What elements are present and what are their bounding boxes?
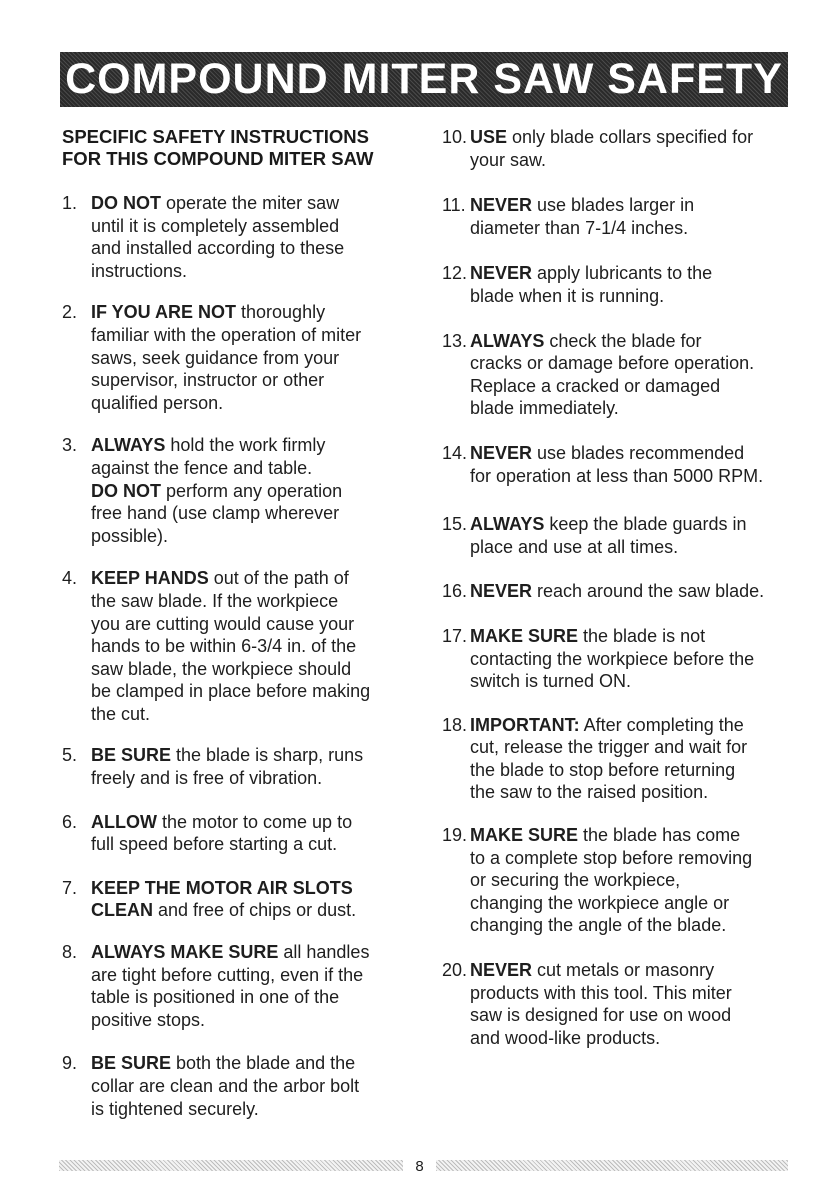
item-line	[91, 877, 410, 900]
item-line	[470, 442, 792, 465]
item-line	[91, 347, 410, 370]
item-number: 16.	[442, 581, 468, 602]
page-number: 8	[415, 1158, 424, 1175]
item-line	[470, 824, 792, 847]
item-line	[91, 301, 410, 324]
safety-item	[62, 434, 410, 547]
body-text: are tight before cutting, even if the	[91, 964, 364, 985]
item-line	[91, 1009, 410, 1032]
item-line	[470, 375, 792, 398]
item-number: 1.	[62, 193, 78, 213]
body-text: free hand (use clamp wherever	[91, 503, 340, 524]
item-text	[91, 567, 410, 725]
body-text: positive stops.	[91, 1009, 206, 1030]
body-text: the saw blade. If the workpiece	[91, 590, 339, 611]
body-text: out of the path of	[208, 568, 349, 589]
item-number: 18.	[442, 714, 468, 735]
item-line	[91, 369, 410, 392]
section-heading-line-1: SPECIFIC SAFETY INSTRUCTIONS	[62, 126, 369, 147]
body-text: the blade to stop before returning	[470, 759, 736, 780]
body-text: against the fence and table.	[91, 457, 313, 478]
body-text: table is positioned in one of the	[91, 987, 340, 1008]
safety-item	[442, 824, 792, 937]
body-text: reach around the saw blade.	[532, 581, 765, 602]
body-text: blade when it is running.	[470, 285, 665, 306]
safety-item	[62, 1052, 410, 1120]
item-text	[91, 811, 410, 856]
item-line	[470, 352, 792, 375]
safety-item	[442, 513, 792, 558]
item-line	[470, 1004, 792, 1027]
item-line	[470, 1027, 792, 1050]
item-line	[91, 192, 410, 215]
emphasis-text: ALWAYS	[470, 514, 545, 535]
safety-item	[62, 567, 410, 725]
item-line	[91, 703, 410, 726]
emphasis-text: MAKE SURE	[470, 625, 579, 646]
emphasis-text: IMPORTANT:	[470, 714, 580, 735]
item-line	[470, 869, 792, 892]
emphasis-text: ALWAYS	[470, 330, 545, 351]
body-text: to a complete stop before removing	[470, 847, 753, 868]
emphasis-text: NEVER	[470, 195, 533, 216]
body-text: use blades recommended	[532, 442, 745, 463]
item-line	[470, 262, 792, 285]
item-line	[470, 194, 792, 217]
body-text: cracks or damage before operation.	[470, 353, 755, 374]
item-line	[91, 1052, 410, 1075]
item-line	[470, 397, 792, 420]
body-text: contacting the workpiece before the	[470, 648, 755, 669]
item-line	[91, 964, 410, 987]
body-text: collar are clean and the arbor bolt	[91, 1076, 360, 1096]
item-line	[470, 625, 792, 648]
item-line	[91, 767, 410, 790]
body-text: operate the miter saw	[161, 193, 340, 213]
item-line	[91, 899, 410, 922]
item-line	[91, 941, 410, 964]
body-text: both the blade and the	[171, 1053, 356, 1074]
item-line	[91, 567, 410, 590]
emphasis-text: NEVER	[470, 263, 533, 284]
body-text: and free of chips or dust.	[153, 900, 357, 921]
emphasis-text: NEVER	[470, 581, 533, 602]
item-text	[470, 126, 792, 171]
item-line	[91, 635, 410, 658]
body-text: check the blade for	[544, 330, 702, 351]
body-text: place and use at all times.	[470, 536, 679, 557]
body-text: the blade is sharp, runs	[171, 745, 364, 766]
body-text: and wood-like products.	[470, 1027, 661, 1048]
item-line	[470, 670, 792, 693]
safety-item	[442, 714, 792, 804]
emphasis-text: KEEP THE MOTOR AIR SLOTS	[91, 877, 353, 898]
item-number: 17.	[442, 625, 468, 646]
item-line	[91, 324, 410, 347]
title-banner	[60, 52, 788, 107]
item-number: 7.	[62, 877, 78, 898]
item-number: 12.	[442, 263, 468, 284]
safety-item	[442, 194, 792, 239]
emphasis-text: ALLOW	[91, 811, 157, 832]
emphasis-text: BE SURE	[91, 1053, 172, 1074]
item-text	[470, 442, 792, 487]
body-text: products with this tool. This miter	[470, 982, 732, 1003]
item-line	[91, 613, 410, 636]
body-text: changing the angle of the blade.	[470, 915, 727, 936]
body-text: is tightened securely.	[91, 1098, 259, 1119]
safety-item	[62, 941, 410, 1031]
emphasis-text: NEVER	[470, 960, 533, 981]
item-line	[91, 590, 410, 613]
item-number: 14.	[442, 442, 468, 463]
item-line	[91, 1098, 410, 1121]
body-text: only blade collars specified for	[507, 127, 754, 147]
item-line	[91, 811, 410, 834]
item-line	[91, 1075, 410, 1098]
item-text	[470, 959, 792, 1049]
emphasis-text: NEVER	[470, 442, 533, 463]
body-text: all handles	[278, 942, 370, 963]
item-number: 4.	[62, 568, 78, 589]
item-line	[470, 847, 792, 870]
footer-bar-right	[436, 1160, 788, 1171]
emphasis-text: BE SURE	[91, 745, 172, 766]
item-number: 6.	[62, 811, 78, 832]
item-line	[91, 457, 410, 480]
item-line	[470, 126, 792, 149]
body-text: cut metals or masonry	[532, 960, 715, 981]
item-line	[470, 781, 792, 804]
item-number: 19.	[442, 825, 468, 846]
safety-item	[62, 877, 410, 922]
body-text: saw is designed for use on wood	[470, 1005, 732, 1026]
item-line	[470, 330, 792, 353]
item-number: 8.	[62, 942, 78, 963]
body-text: freely and is free of vibration.	[91, 768, 323, 789]
body-text: blade immediately.	[470, 398, 619, 419]
body-text: Replace a cracked or damaged	[470, 375, 721, 396]
safety-list-right	[442, 126, 792, 1049]
item-number: 2.	[62, 302, 78, 323]
body-text: the motor to come up to	[156, 811, 353, 832]
body-text: thoroughly	[236, 302, 326, 323]
item-number: 5.	[62, 745, 78, 766]
emphasis-text: IF YOU ARE NOT	[91, 302, 237, 323]
item-number: 3.	[62, 435, 78, 456]
safety-item	[442, 959, 792, 1049]
item-line	[91, 502, 410, 525]
item-text	[91, 941, 410, 1031]
item-text	[470, 580, 792, 603]
body-text: diameter than 7-1/4 inches.	[470, 217, 689, 238]
body-text: use blades larger in	[532, 195, 695, 216]
section-heading	[62, 126, 410, 170]
item-line	[470, 736, 792, 759]
body-text: changing the workpiece angle or	[470, 892, 730, 913]
item-text	[470, 824, 792, 937]
body-text: full speed before starting a cut.	[91, 834, 338, 855]
item-text	[470, 714, 792, 804]
item-line	[91, 658, 410, 681]
safety-item	[62, 744, 410, 789]
item-text	[91, 877, 410, 922]
item-number: 10.	[442, 127, 468, 147]
page-title: COMPOUND MITER SAW SAFETY	[65, 55, 783, 103]
safety-item	[62, 811, 410, 856]
body-text: supervisor, instructor or other	[91, 370, 325, 391]
item-text	[91, 192, 410, 282]
item-number: 11.	[442, 195, 466, 216]
body-text: qualified person.	[91, 392, 224, 413]
item-text	[470, 513, 792, 558]
item-text	[470, 194, 792, 239]
body-text: familiar with the operation of miter	[91, 324, 362, 345]
item-number: 20.	[442, 960, 468, 981]
item-line	[91, 392, 410, 415]
safety-item	[442, 625, 792, 693]
item-line	[91, 434, 410, 457]
safety-item	[62, 301, 410, 414]
body-text: the saw to the raised position.	[470, 782, 709, 803]
item-text	[470, 330, 792, 420]
item-line	[470, 285, 792, 308]
body-text: apply lubricants to the	[532, 263, 713, 284]
safety-item	[442, 262, 792, 307]
item-line	[91, 260, 410, 283]
safety-item	[442, 126, 792, 171]
item-line	[91, 833, 410, 856]
right-column	[442, 126, 792, 1049]
item-line	[470, 513, 792, 536]
body-text: you are cutting would cause your	[91, 613, 355, 634]
emphasis-text: CLEAN	[91, 900, 153, 921]
emphasis-text: DO NOT	[91, 480, 161, 501]
item-number: 15.	[442, 514, 468, 535]
item-line	[470, 714, 792, 737]
item-line	[470, 982, 792, 1005]
safety-list-left	[62, 191, 410, 1120]
body-text: and installed according to these	[91, 238, 345, 259]
body-text: hands to be within 6-3/4 in. of the	[91, 636, 357, 657]
item-line	[91, 480, 410, 503]
item-text	[91, 1052, 410, 1120]
body-text: the blade is not	[578, 625, 706, 646]
safety-item	[442, 580, 792, 603]
item-text	[470, 625, 792, 693]
body-text: hold the work firmly	[165, 435, 326, 456]
item-number: 9.	[62, 1053, 78, 1074]
item-line	[470, 465, 792, 488]
item-line	[470, 536, 792, 559]
item-line	[91, 680, 410, 703]
section-heading-line-2: FOR THIS COMPOUND MITER SAW	[62, 148, 374, 169]
item-text	[91, 434, 410, 547]
body-text: until it is completely assembled	[91, 215, 340, 236]
emphasis-text: DO NOT	[91, 193, 161, 213]
body-text: for operation at less than 5000 RPM.	[470, 465, 764, 486]
body-text: possible).	[91, 525, 169, 546]
item-line	[470, 914, 792, 937]
item-line	[470, 217, 792, 240]
item-line	[470, 648, 792, 671]
safety-item	[442, 442, 792, 487]
item-line	[91, 215, 410, 238]
item-line	[91, 986, 410, 1009]
item-text	[470, 262, 792, 307]
emphasis-text: KEEP HANDS	[91, 568, 209, 589]
body-text: saws, seek guidance from your	[91, 347, 340, 368]
body-text: keep the blade guards in	[544, 514, 747, 535]
item-text	[91, 301, 410, 414]
body-text: be clamped in place before making	[91, 681, 371, 702]
safety-item	[442, 330, 792, 420]
item-line	[470, 580, 792, 603]
body-text: switch is turned ON.	[470, 671, 632, 692]
left-column	[62, 126, 410, 1120]
item-line	[470, 959, 792, 982]
emphasis-text: USE	[470, 127, 508, 147]
body-text: instructions.	[91, 260, 188, 281]
body-text: perform any operation	[161, 480, 343, 501]
body-text: the blade has come	[578, 825, 741, 846]
body-text: cut, release the trigger and wait for	[470, 737, 748, 758]
body-text: After completing the	[579, 714, 744, 735]
item-line	[470, 892, 792, 915]
item-line	[91, 744, 410, 767]
item-line	[470, 149, 792, 172]
item-text	[91, 744, 410, 789]
body-text: the cut.	[91, 703, 151, 724]
body-text: saw blade, the workpiece should	[91, 658, 352, 679]
item-number: 13.	[442, 330, 468, 351]
item-line	[91, 525, 410, 548]
item-line	[470, 759, 792, 782]
emphasis-text: MAKE SURE	[470, 825, 579, 846]
body-text: or securing the workpiece,	[470, 870, 681, 891]
item-line	[91, 237, 410, 260]
emphasis-text: ALWAYS MAKE SURE	[91, 942, 279, 963]
emphasis-text: ALWAYS	[91, 435, 166, 456]
footer-bar-left	[59, 1160, 403, 1171]
safety-item	[62, 192, 410, 282]
body-text: your saw.	[470, 149, 547, 170]
